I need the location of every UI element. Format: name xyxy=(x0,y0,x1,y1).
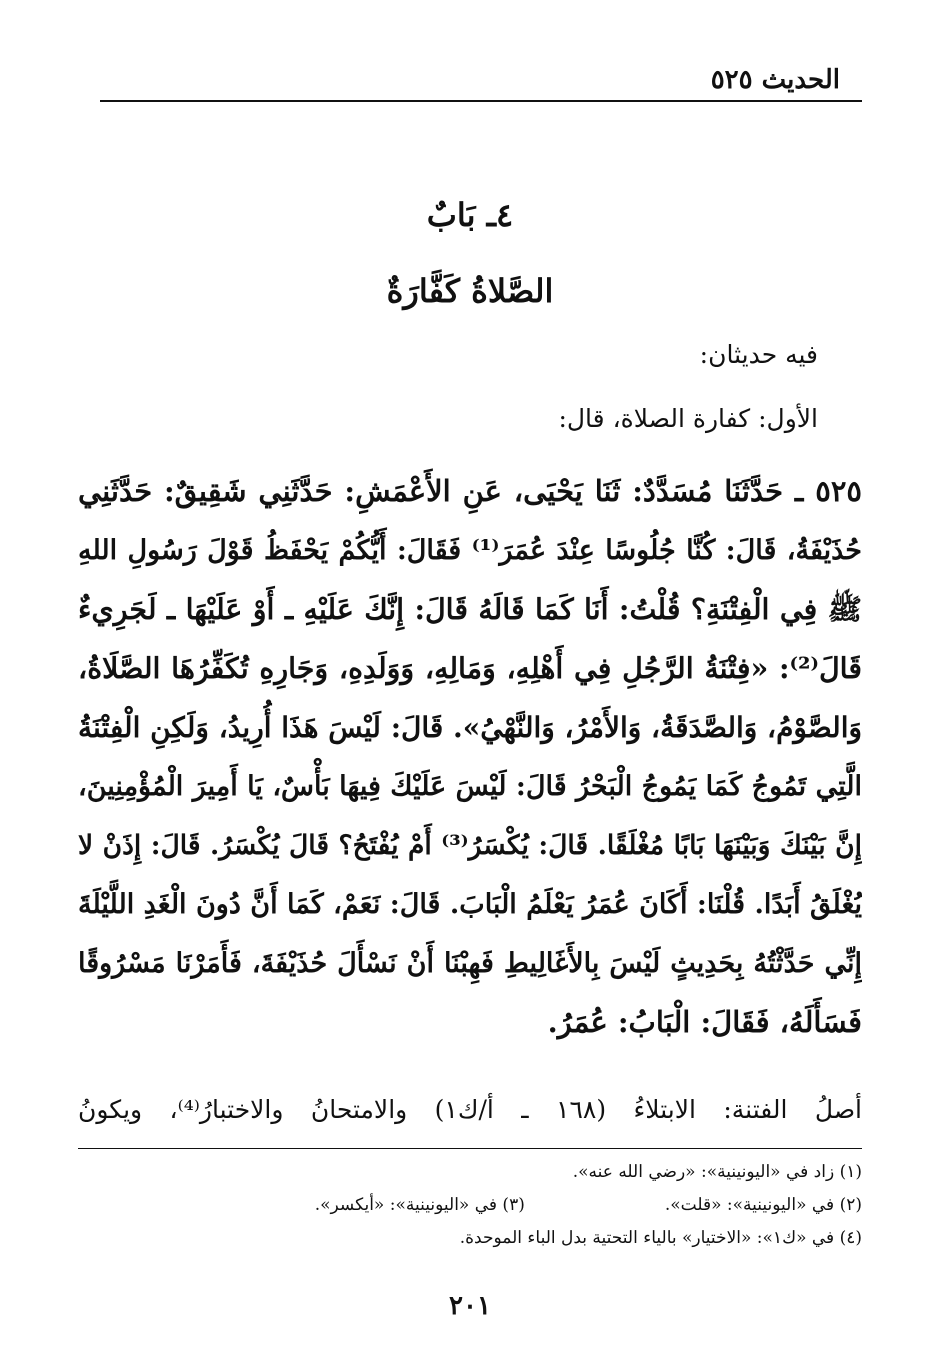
footnote-3: (٣) في «اليونينية»: «أيكسر». xyxy=(314,1195,525,1215)
header-rule xyxy=(100,100,862,102)
explanation-paragraph: أصلُ الفتنة: الابتلاءُ (١٦٨ ـ أ/ك١) والامتحانُ والاختبارُ⁽⁴⁾، ويكونُ xyxy=(78,1095,863,1124)
chapter-title: الصَّلاةُ كَفَّارَةٌ xyxy=(386,272,554,310)
footnote-rule xyxy=(78,1148,862,1149)
footnote-2: (٢) في «اليونينية»: «قلت». xyxy=(664,1195,862,1215)
hadith-line: حُذَيْفَةُ، قَالَ: كُنَّا جُلُوسًا عِنْدَ عُمَرَ⁽¹⁾ فَقَالَ: أَيُّكُمْ يَحْفَظُ قَوْلَ رَسُولِ اللهِ xyxy=(78,535,862,566)
footnote-row xyxy=(78,1189,862,1222)
hadith-text xyxy=(78,462,862,1052)
hadith-line: يُغْلَقُ أَبَدًا. قُلْنَا: أَكَانَ عُمَرُ يَعْلَمُ الْبَابَ. قَالَ: نَعَمْ، كَمَا أَنَّ دُونَ الْغَدِ اللَّيْلَةَ xyxy=(78,889,862,920)
page-number: ٢٠١ xyxy=(449,1291,491,1321)
footnote-4: (٤) في «ك١»: «الاختيار» بالياء التحتية بدل الباء الموحدة. xyxy=(459,1228,862,1248)
footnote-row xyxy=(78,1222,862,1255)
hadith-line: ﷺ فِي الْفِتْنَةِ؟ قُلْتُ: أَنَا كَمَا قَالَهُ قَالَ: إِنَّكَ عَلَيْهِ ـ أَوْ عَلَيْهَا ـ لَجَرِيءٌ xyxy=(78,592,862,626)
hadith-line: ٥٢٥ ـ حَدَّثَنَا مُسَدَّدٌ: ثَنَا يَحْيَى، عَنِ الأَعْمَشِ: حَدَّثَنِي شَقِيقٌ: حَدَّثَنِي xyxy=(78,474,862,508)
hadith-line: إِنِّي حَدَّثْتُهُ بِحَدِيثٍ لَيْسَ بِالأَغَالِيطِ فَهِبْنَا أَنْ نَسْأَلَ حُذَيْفَةَ، فَأَمَرْنَا مَسْرُوقًا xyxy=(78,948,862,979)
hadith-line: إِنَّ بَيْنَكَ وَبَيْنَهَا بَابًا مُغْلَقًا. قَالَ: يُكْسَرُ⁽³⁾ أَمْ يُفْتَحُ؟ قَالَ يُكْسَرُ. قَالَ: إِذَنْ لا xyxy=(78,830,862,861)
running-header: الحديث ٥٢٥ xyxy=(710,65,840,95)
footnote-1: (١) زاد في «اليونينية»: «رضي الله عنه». xyxy=(572,1162,862,1182)
hadith-line: وَالصَّوْمُ، وَالصَّدَقَةُ، وَالأَمْرُ، وَالنَّهْيُ». قَالَ: لَيْسَ هَذَا أُرِيدُ، وَلَكِنِ الْفِتْنَةُ xyxy=(78,711,862,744)
hadith-line: فَسَأَلَهُ، فَقَالَ: الْبَابُ: عُمَرُ. xyxy=(547,1005,862,1039)
footnote-row xyxy=(78,1156,862,1189)
hadith-line: قَالَ⁽²⁾: «فِتْنَةُ الرَّجُلِ فِي أَهْلِهِ، وَمَالِهِ، وَوَلَدِهِ، وَجَارِهِ تُكَفِّرُهَا الصَّلَاةُ، xyxy=(78,651,862,685)
hadith-line: الَّتِي تَمُوجُ كَمَا يَمُوجُ الْبَحْرُ قَالَ: لَيْسَ عَلَيْكَ فِيهَا بَأْسٌ، يَا أَمِيرَ الْمُؤْمِنِينَ، xyxy=(78,771,862,802)
footnote-spacer xyxy=(525,1189,665,1222)
footnotes xyxy=(78,1156,862,1255)
intro-line: الأول: كفارة الصلاة، قال: xyxy=(558,404,818,433)
chapter-number: ٤ـ بَابٌ xyxy=(426,196,514,234)
intro-line: فيه حديثان: xyxy=(699,340,818,369)
